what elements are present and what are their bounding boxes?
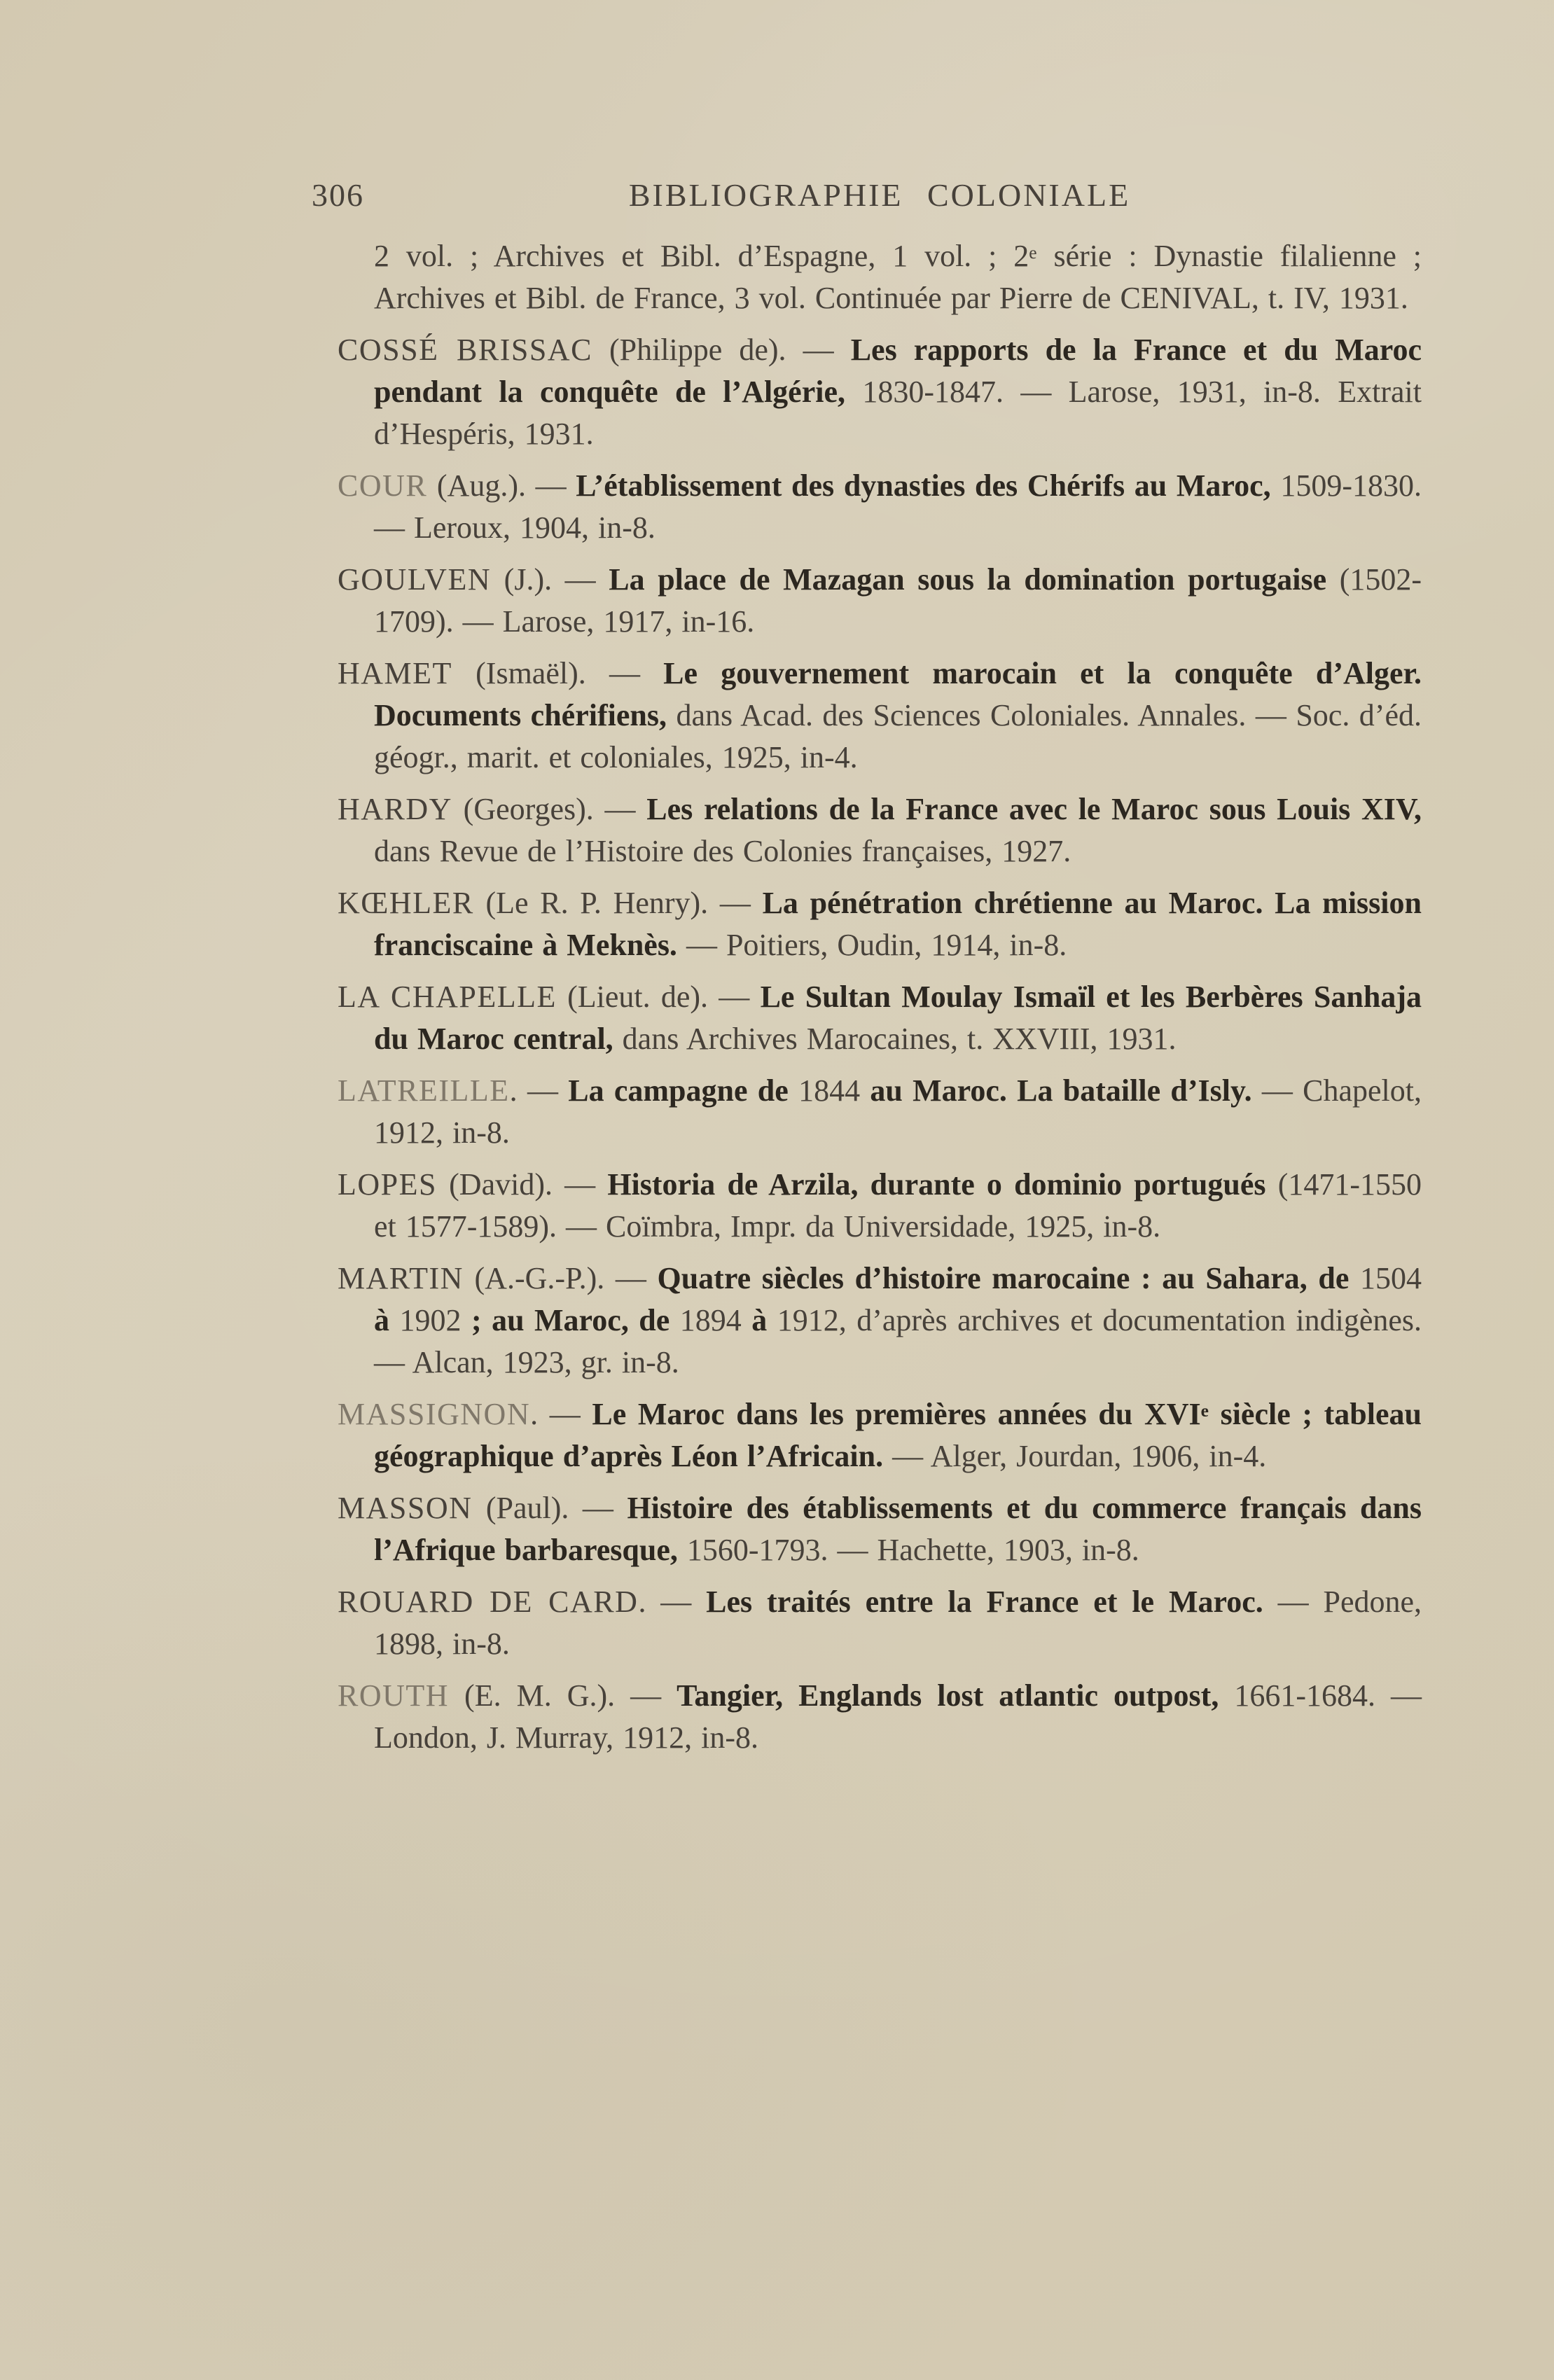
text-segment: 1912, d’après archives et documentation indigènes. — Alcan, 1923, gr. in-8. xyxy=(374,1303,1422,1379)
text-segment: 1504 xyxy=(1360,1261,1422,1295)
text-segment: 1509-1830. — Leroux, 1904, in-8. xyxy=(374,468,1422,545)
work-title: Le Sultan Moulay Ismaïl et les Berbères Sanhaja du Maroc central, xyxy=(374,980,1422,1056)
author-name: MARTIN xyxy=(338,1261,464,1295)
bibliography-entry xyxy=(338,1164,1422,1248)
text-segment: (Paul). — xyxy=(472,1491,627,1525)
work-title: Le gouvernement marocain et la conquête d’Alger. Documents chérifiens, xyxy=(374,656,1422,732)
work-title: Histoire des établissements et du commerce français dans l’Afrique barbaresque, xyxy=(374,1491,1422,1567)
work-title: au Maroc. La bataille d’Isly. xyxy=(860,1073,1262,1108)
work-title: Les rapports de la France et du Maroc pendant la conquête de l’Algérie, xyxy=(374,333,1422,409)
bibliography-entry xyxy=(338,465,1422,549)
page-title: BIBLIOGRAPHIE COLONIALE xyxy=(628,177,1131,213)
text-segment: 1661-1684. — London, J. Murray, 1912, in-8. xyxy=(374,1678,1422,1755)
text-segment: 1902 xyxy=(399,1303,462,1337)
text-segment: — Pedone, 1898, in-8. xyxy=(374,1585,1422,1661)
work-title: ; au Maroc, de xyxy=(461,1303,680,1337)
work-title: siècle ; tableau géographique d’après Léon l’Africain. xyxy=(374,1397,1422,1473)
author-name: LA CHAPELLE xyxy=(338,980,557,1014)
text-segment: (Georges). — xyxy=(452,792,647,826)
text-segment: 1560-1793. — Hachette, 1903, in-8. xyxy=(686,1533,1139,1567)
author-name: ROUTH xyxy=(338,1678,450,1713)
bibliography-entry xyxy=(338,1581,1422,1665)
work-title: La pénétration chrétienne au Maroc. La mission franciscaine à Meknès. xyxy=(374,886,1422,962)
author-name: KŒHLER xyxy=(338,886,474,920)
bibliography-entry xyxy=(338,1393,1422,1477)
bibliography-entry xyxy=(338,559,1422,643)
bibliography-entry xyxy=(338,1258,1422,1384)
bibliography-entry xyxy=(338,1487,1422,1571)
work-title: à xyxy=(741,1303,777,1337)
text-segment: (1471-1550 et 1577-1589). — Coïmbra, Impr. da Universidade, 1925, in-8. xyxy=(374,1167,1422,1244)
work-title: à xyxy=(374,1303,400,1337)
bibliography-entry xyxy=(338,329,1422,455)
text-segment: dans Acad. des Sciences Coloniales. Annales. — Soc. d’éd. géogr., marit. et coloniales, 1925, in-4. xyxy=(374,698,1422,774)
work-title: La campagne de xyxy=(568,1073,799,1108)
work-title: La place de Mazagan sous la domination portugaise xyxy=(609,562,1340,597)
work-title: Tangier, Englands lost atlantic outpost, xyxy=(677,1678,1235,1713)
work-title: Les relations de la France avec le Maroc sous Louis XIV, xyxy=(646,792,1422,826)
text-segment: (Ismaël). — xyxy=(452,656,664,690)
author-name: COSSÉ BRISSAC xyxy=(338,333,592,367)
text-segment: dans Revue de l’Histoire des Colonies françaises, 1927. xyxy=(374,834,1071,868)
work-title: Le Maroc dans les premières années du XVI xyxy=(592,1397,1201,1431)
text-segment: (Lieut. de). — xyxy=(556,980,761,1014)
text-segment: 1894 xyxy=(679,1303,742,1337)
text-segment: — Chapelot, 1912, in-8. xyxy=(374,1073,1422,1150)
bibliography-entry xyxy=(338,1070,1422,1154)
bibliography-entry xyxy=(338,1675,1422,1759)
text-segment: (Philippe de). — xyxy=(592,333,851,367)
text-segment: (A.-G.-P.). — xyxy=(463,1261,658,1295)
text-segment: (1502-1709). — Larose, 1917, in-16. xyxy=(374,562,1422,639)
text-segment: e xyxy=(1029,242,1037,263)
work-title: Les traités entre la France et le Maroc. xyxy=(706,1585,1278,1619)
author-name: COUR xyxy=(338,468,428,503)
author-name: MASSON xyxy=(338,1491,473,1525)
author-name: ROUARD DE CARD xyxy=(338,1585,639,1619)
text-segment: — Alger, Jourdan, 1906, in-4. xyxy=(892,1439,1267,1473)
work-title: e xyxy=(1200,1400,1209,1421)
bibliography-continuation xyxy=(338,235,1422,319)
author-name: LOPES xyxy=(338,1167,437,1202)
bibliography-entry xyxy=(338,882,1422,966)
text-segment: . — xyxy=(509,1073,569,1108)
author-name: LATREILLE xyxy=(338,1073,510,1108)
text-segment: 1830-1847. — Larose, 1931, in-8. Extrait d’Hespéris, 1931. xyxy=(374,375,1422,451)
text-segment: 1844 xyxy=(798,1073,861,1108)
text-segment: (Le R. P. Henry). — xyxy=(473,886,763,920)
text-segment: (David). — xyxy=(436,1167,608,1202)
work-title: L’établissement des dynasties des Chérifs au Maroc, xyxy=(576,468,1281,503)
bibliography-entry xyxy=(338,653,1422,779)
text-segment: . — xyxy=(638,1585,707,1619)
bibliography-list xyxy=(338,235,1422,1769)
page-number: 306 xyxy=(312,177,364,213)
author-name: HARDY xyxy=(338,792,452,826)
author-name: HAMET xyxy=(338,656,452,690)
text-segment: (Aug.). — xyxy=(427,468,576,503)
text-segment: — Poitiers, Oudin, 1914, in-8. xyxy=(686,928,1067,962)
author-name: MASSIGNON xyxy=(338,1397,531,1431)
text-segment: (J.). — xyxy=(491,562,609,597)
bibliography-entry xyxy=(338,976,1422,1060)
page-header xyxy=(312,177,1422,221)
text-segment: dans Archives Marocaines, t. XXVIII, 1931. xyxy=(622,1022,1177,1056)
text-segment: . — xyxy=(530,1397,592,1431)
text-segment: (E. M. G.). — xyxy=(449,1678,677,1713)
text-segment: série : Dynastie filalienne ; Archives et Bibl. de France, 3 vol. Continuée par Pierre de CENIVAL, t. IV, 1931. xyxy=(374,239,1422,315)
text-segment: 2 vol. ; Archives et Bibl. d’Espagne, 1 vol. ; 2 xyxy=(374,239,1029,273)
work-title: Quatre siècles d’histoire marocaine : au Sahara, de xyxy=(657,1261,1360,1295)
author-name: GOULVEN xyxy=(338,562,492,597)
work-title: Historia de Arzila, durante o dominio portugués xyxy=(607,1167,1278,1202)
bibliography-entry xyxy=(338,788,1422,872)
